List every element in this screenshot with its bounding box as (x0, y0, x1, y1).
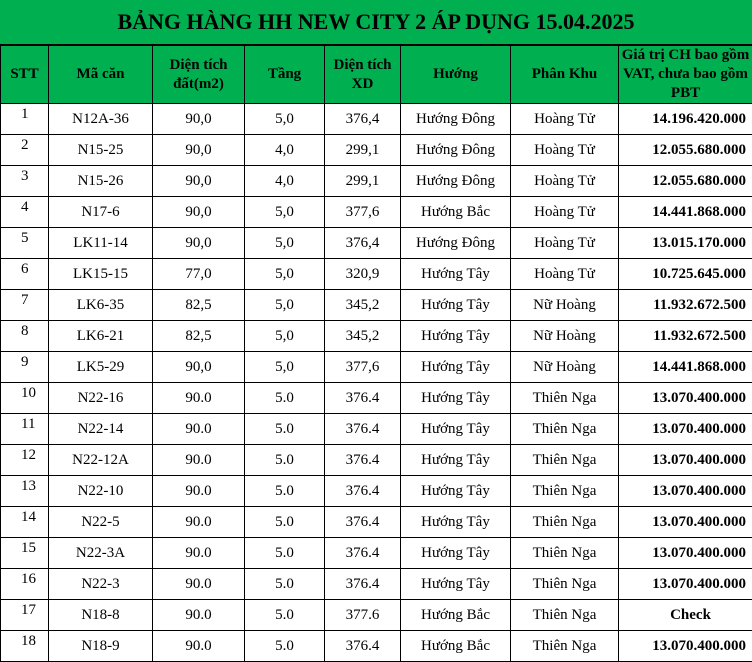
cell-gia-tri[interactable]: 13.070.400.000 (619, 507, 752, 538)
cell-phan-khu[interactable]: Thiên Nga (511, 383, 619, 414)
cell-stt[interactable]: 12 (1, 445, 49, 476)
cell-huong[interactable]: Hướng Tây (401, 476, 511, 507)
cell-dien-tich-dat[interactable]: 90,0 (153, 352, 245, 383)
cell-phan-khu[interactable]: Hoàng Tử (511, 228, 619, 259)
cell-phan-khu[interactable]: Thiên Nga (511, 538, 619, 569)
cell-dien-tich-xd[interactable]: 299,1 (325, 135, 401, 166)
table-row (1, 600, 752, 631)
cell-huong[interactable]: Hướng Bắc (401, 631, 511, 662)
cell-tang[interactable]: 5.0 (245, 383, 325, 414)
table-row (1, 445, 752, 476)
cell-huong[interactable]: Hướng Đông (401, 104, 511, 135)
cell-tang[interactable]: 5.0 (245, 414, 325, 445)
cell-dien-tich-dat[interactable]: 90.0 (153, 414, 245, 445)
cell-dien-tich-xd[interactable]: 345,2 (325, 321, 401, 352)
cell-ma-can[interactable]: N22-5 (49, 507, 153, 538)
cell-stt[interactable]: 5 (1, 228, 49, 259)
cell-ma-can[interactable]: LK15-15 (49, 259, 153, 290)
cell-huong[interactable]: Hướng Tây (401, 352, 511, 383)
cell-ma-can[interactable]: N22-3 (49, 569, 153, 600)
cell-dien-tich-xd[interactable]: 320,9 (325, 259, 401, 290)
cell-dien-tich-xd[interactable]: 299,1 (325, 166, 401, 197)
cell-gia-tri[interactable]: 14.441.868.000 (619, 352, 752, 383)
cell-stt[interactable]: 4 (1, 197, 49, 228)
col-header-phan-khu[interactable]: Phân Khu (511, 46, 619, 104)
cell-phan-khu[interactable]: Nữ Hoàng (511, 290, 619, 321)
cell-tang[interactable]: 5,0 (245, 321, 325, 352)
cell-ma-can[interactable]: N17-6 (49, 197, 153, 228)
table-row (1, 166, 752, 197)
cell-huong[interactable]: Hướng Tây (401, 445, 511, 476)
header-row (1, 46, 752, 104)
cell-dien-tich-dat[interactable]: 82,5 (153, 321, 245, 352)
cell-ma-can[interactable]: LK6-35 (49, 290, 153, 321)
cell-dien-tich-xd[interactable]: 376.4 (325, 631, 401, 662)
cell-phan-khu[interactable]: Thiên Nga (511, 569, 619, 600)
cell-ma-can[interactable]: LK11-14 (49, 228, 153, 259)
cell-huong[interactable]: Hướng Bắc (401, 600, 511, 631)
cell-dien-tich-dat[interactable]: 90.0 (153, 383, 245, 414)
cell-dien-tich-dat[interactable]: 90.0 (153, 631, 245, 662)
cell-gia-tri[interactable]: 11.932.672.500 (619, 321, 752, 352)
table-row (1, 228, 752, 259)
cell-tang[interactable]: 5,0 (245, 228, 325, 259)
cell-tang[interactable]: 5,0 (245, 259, 325, 290)
cell-tang[interactable]: 4,0 (245, 166, 325, 197)
cell-ma-can[interactable]: N18-8 (49, 600, 153, 631)
cell-dien-tich-xd[interactable]: 376.4 (325, 476, 401, 507)
cell-huong[interactable]: Hướng Bắc (401, 197, 511, 228)
cell-phan-khu[interactable]: Hoàng Tử (511, 104, 619, 135)
cell-gia-tri[interactable]: 13.070.400.000 (619, 538, 752, 569)
table-row (1, 507, 752, 538)
cell-phan-khu[interactable]: Thiên Nga (511, 476, 619, 507)
cell-gia-tri[interactable]: 13.070.400.000 (619, 414, 752, 445)
cell-stt[interactable]: 9 (1, 352, 49, 383)
cell-ma-can[interactable]: N15-26 (49, 166, 153, 197)
cell-dien-tich-dat[interactable]: 90.0 (153, 445, 245, 476)
cell-dien-tich-dat[interactable]: 90,0 (153, 166, 245, 197)
cell-gia-tri[interactable]: 10.725.645.000 (619, 259, 752, 290)
cell-dien-tich-dat[interactable]: 77,0 (153, 259, 245, 290)
cell-stt[interactable]: 6 (1, 259, 49, 290)
cell-stt[interactable]: 16 (1, 569, 49, 600)
cell-dien-tich-dat[interactable]: 90.0 (153, 507, 245, 538)
table-row (1, 259, 752, 290)
cell-ma-can[interactable]: LK5-29 (49, 352, 153, 383)
col-header-tang[interactable]: Tầng (245, 46, 325, 104)
cell-tang[interactable]: 5.0 (245, 569, 325, 600)
cell-gia-tri[interactable]: 11.932.672.500 (619, 290, 752, 321)
price-table (0, 45, 752, 662)
cell-tang[interactable]: 5,0 (245, 352, 325, 383)
cell-huong[interactable]: Hướng Tây (401, 569, 511, 600)
cell-tang[interactable]: 5,0 (245, 197, 325, 228)
col-header-gia-tri[interactable]: Giá trị CH bao gồm VAT, chưa bao gồm PBT (619, 46, 752, 104)
cell-dien-tich-xd[interactable]: 376.4 (325, 414, 401, 445)
cell-dien-tich-dat[interactable]: 90.0 (153, 538, 245, 569)
cell-huong[interactable]: Hướng Tây (401, 414, 511, 445)
cell-tang[interactable]: 5.0 (245, 445, 325, 476)
cell-stt[interactable]: 3 (1, 166, 49, 197)
cell-stt[interactable]: 18 (1, 631, 49, 662)
cell-phan-khu[interactable]: Hoàng Tử (511, 197, 619, 228)
table-row (1, 135, 752, 166)
cell-dien-tich-xd[interactable]: 376.4 (325, 569, 401, 600)
cell-phan-khu[interactable]: Nữ Hoàng (511, 321, 619, 352)
cell-stt[interactable]: 13 (1, 476, 49, 507)
cell-phan-khu[interactable]: Hoàng Tử (511, 259, 619, 290)
cell-dien-tich-xd[interactable]: 377,6 (325, 352, 401, 383)
cell-ma-can[interactable]: N18-9 (49, 631, 153, 662)
cell-ma-can[interactable]: N22-12A (49, 445, 153, 476)
cell-phan-khu[interactable]: Hoàng Tử (511, 135, 619, 166)
cell-dien-tich-dat[interactable]: 90.0 (153, 476, 245, 507)
cell-stt[interactable]: 11 (1, 414, 49, 445)
cell-dien-tich-xd[interactable]: 376.4 (325, 507, 401, 538)
cell-gia-tri[interactable]: 13.070.400.000 (619, 631, 752, 662)
cell-phan-khu[interactable]: Hoàng Tử (511, 166, 619, 197)
cell-huong[interactable]: Hướng Tây (401, 290, 511, 321)
cell-ma-can[interactable]: N22-3A (49, 538, 153, 569)
table-row (1, 414, 752, 445)
table-row (1, 290, 752, 321)
cell-stt[interactable]: 8 (1, 321, 49, 352)
cell-gia-tri[interactable]: Check (619, 600, 752, 631)
col-header-dien-tich-xd[interactable]: Diện tích XD (325, 46, 401, 104)
cell-ma-can[interactable]: LK6-21 (49, 321, 153, 352)
cell-stt[interactable]: 7 (1, 290, 49, 321)
cell-stt[interactable]: 14 (1, 507, 49, 538)
cell-huong[interactable]: Hướng Đông (401, 228, 511, 259)
cell-gia-tri[interactable]: 14.196.420.000 (619, 104, 752, 135)
cell-tang[interactable]: 5.0 (245, 538, 325, 569)
table-row (1, 352, 752, 383)
cell-dien-tich-xd[interactable]: 376.4 (325, 538, 401, 569)
cell-stt[interactable]: 10 (1, 383, 49, 414)
cell-stt[interactable]: 15 (1, 538, 49, 569)
cell-huong[interactable]: Hướng Tây (401, 538, 511, 569)
cell-dien-tich-dat[interactable]: 90,0 (153, 135, 245, 166)
cell-dien-tich-xd[interactable]: 345,2 (325, 290, 401, 321)
table-row (1, 476, 752, 507)
cell-huong[interactable]: Hướng Tây (401, 321, 511, 352)
table-row (1, 631, 752, 662)
cell-phan-khu[interactable]: Thiên Nga (511, 414, 619, 445)
cell-tang[interactable]: 5.0 (245, 476, 325, 507)
cell-tang[interactable]: 5.0 (245, 600, 325, 631)
cell-huong[interactable]: Hướng Đông (401, 135, 511, 166)
cell-huong[interactable]: Hướng Tây (401, 383, 511, 414)
cell-tang[interactable]: 5,0 (245, 290, 325, 321)
cell-ma-can[interactable]: N12A-36 (49, 104, 153, 135)
cell-phan-khu[interactable]: Thiên Nga (511, 631, 619, 662)
table-row (1, 321, 752, 352)
table-row (1, 104, 752, 135)
cell-ma-can[interactable]: N15-25 (49, 135, 153, 166)
cell-gia-tri[interactable]: 14.441.868.000 (619, 197, 752, 228)
cell-tang[interactable]: 4,0 (245, 135, 325, 166)
cell-tang[interactable]: 5.0 (245, 507, 325, 538)
cell-phan-khu[interactable]: Nữ Hoàng (511, 352, 619, 383)
cell-stt[interactable]: 2 (1, 135, 49, 166)
cell-dien-tich-dat[interactable]: 82,5 (153, 290, 245, 321)
cell-dien-tich-dat[interactable]: 90.0 (153, 600, 245, 631)
cell-ma-can[interactable]: N22-10 (49, 476, 153, 507)
cell-ma-can[interactable]: N22-16 (49, 383, 153, 414)
table-row (1, 383, 752, 414)
cell-dien-tich-xd[interactable]: 377,6 (325, 197, 401, 228)
cell-dien-tich-xd[interactable]: 376.4 (325, 383, 401, 414)
cell-huong[interactable]: Hướng Tây (401, 259, 511, 290)
cell-dien-tich-dat[interactable]: 90,0 (153, 228, 245, 259)
table-title: BẢNG HÀNG HH NEW CITY 2 ÁP DỤNG 15.04.2025 (0, 0, 752, 45)
col-header-ma-can[interactable]: Mã căn (49, 46, 153, 104)
cell-stt[interactable]: 1 (1, 104, 49, 135)
col-header-dien-tich-dat[interactable]: Diện tích đất(m2) (153, 46, 245, 104)
cell-stt[interactable]: 17 (1, 600, 49, 631)
cell-phan-khu[interactable]: Thiên Nga (511, 507, 619, 538)
col-header-stt[interactable]: STT (1, 46, 49, 104)
cell-dien-tich-dat[interactable]: 90.0 (153, 569, 245, 600)
cell-gia-tri[interactable]: 13.015.170.000 (619, 228, 752, 259)
cell-dien-tich-xd[interactable]: 376,4 (325, 228, 401, 259)
cell-ma-can[interactable]: N22-14 (49, 414, 153, 445)
cell-phan-khu[interactable]: Thiên Nga (511, 445, 619, 476)
cell-gia-tri[interactable]: 13.070.400.000 (619, 476, 752, 507)
cell-dien-tich-dat[interactable]: 90,0 (153, 104, 245, 135)
col-header-huong[interactable]: Hướng (401, 46, 511, 104)
cell-gia-tri[interactable]: 13.070.400.000 (619, 383, 752, 414)
cell-tang[interactable]: 5.0 (245, 631, 325, 662)
cell-dien-tich-xd[interactable]: 376,4 (325, 104, 401, 135)
cell-dien-tich-dat[interactable]: 90,0 (153, 197, 245, 228)
cell-gia-tri[interactable]: 13.070.400.000 (619, 569, 752, 600)
cell-dien-tich-xd[interactable]: 376.4 (325, 445, 401, 476)
cell-huong[interactable]: Hướng Đông (401, 166, 511, 197)
cell-dien-tich-xd[interactable]: 377.6 (325, 600, 401, 631)
cell-gia-tri[interactable]: 12.055.680.000 (619, 135, 752, 166)
table-row (1, 197, 752, 228)
cell-phan-khu[interactable]: Thiên Nga (511, 600, 619, 631)
cell-gia-tri[interactable]: 13.070.400.000 (619, 445, 752, 476)
cell-huong[interactable]: Hướng Tây (401, 507, 511, 538)
table-row (1, 569, 752, 600)
table-row (1, 538, 752, 569)
cell-gia-tri[interactable]: 12.055.680.000 (619, 166, 752, 197)
cell-tang[interactable]: 5,0 (245, 104, 325, 135)
